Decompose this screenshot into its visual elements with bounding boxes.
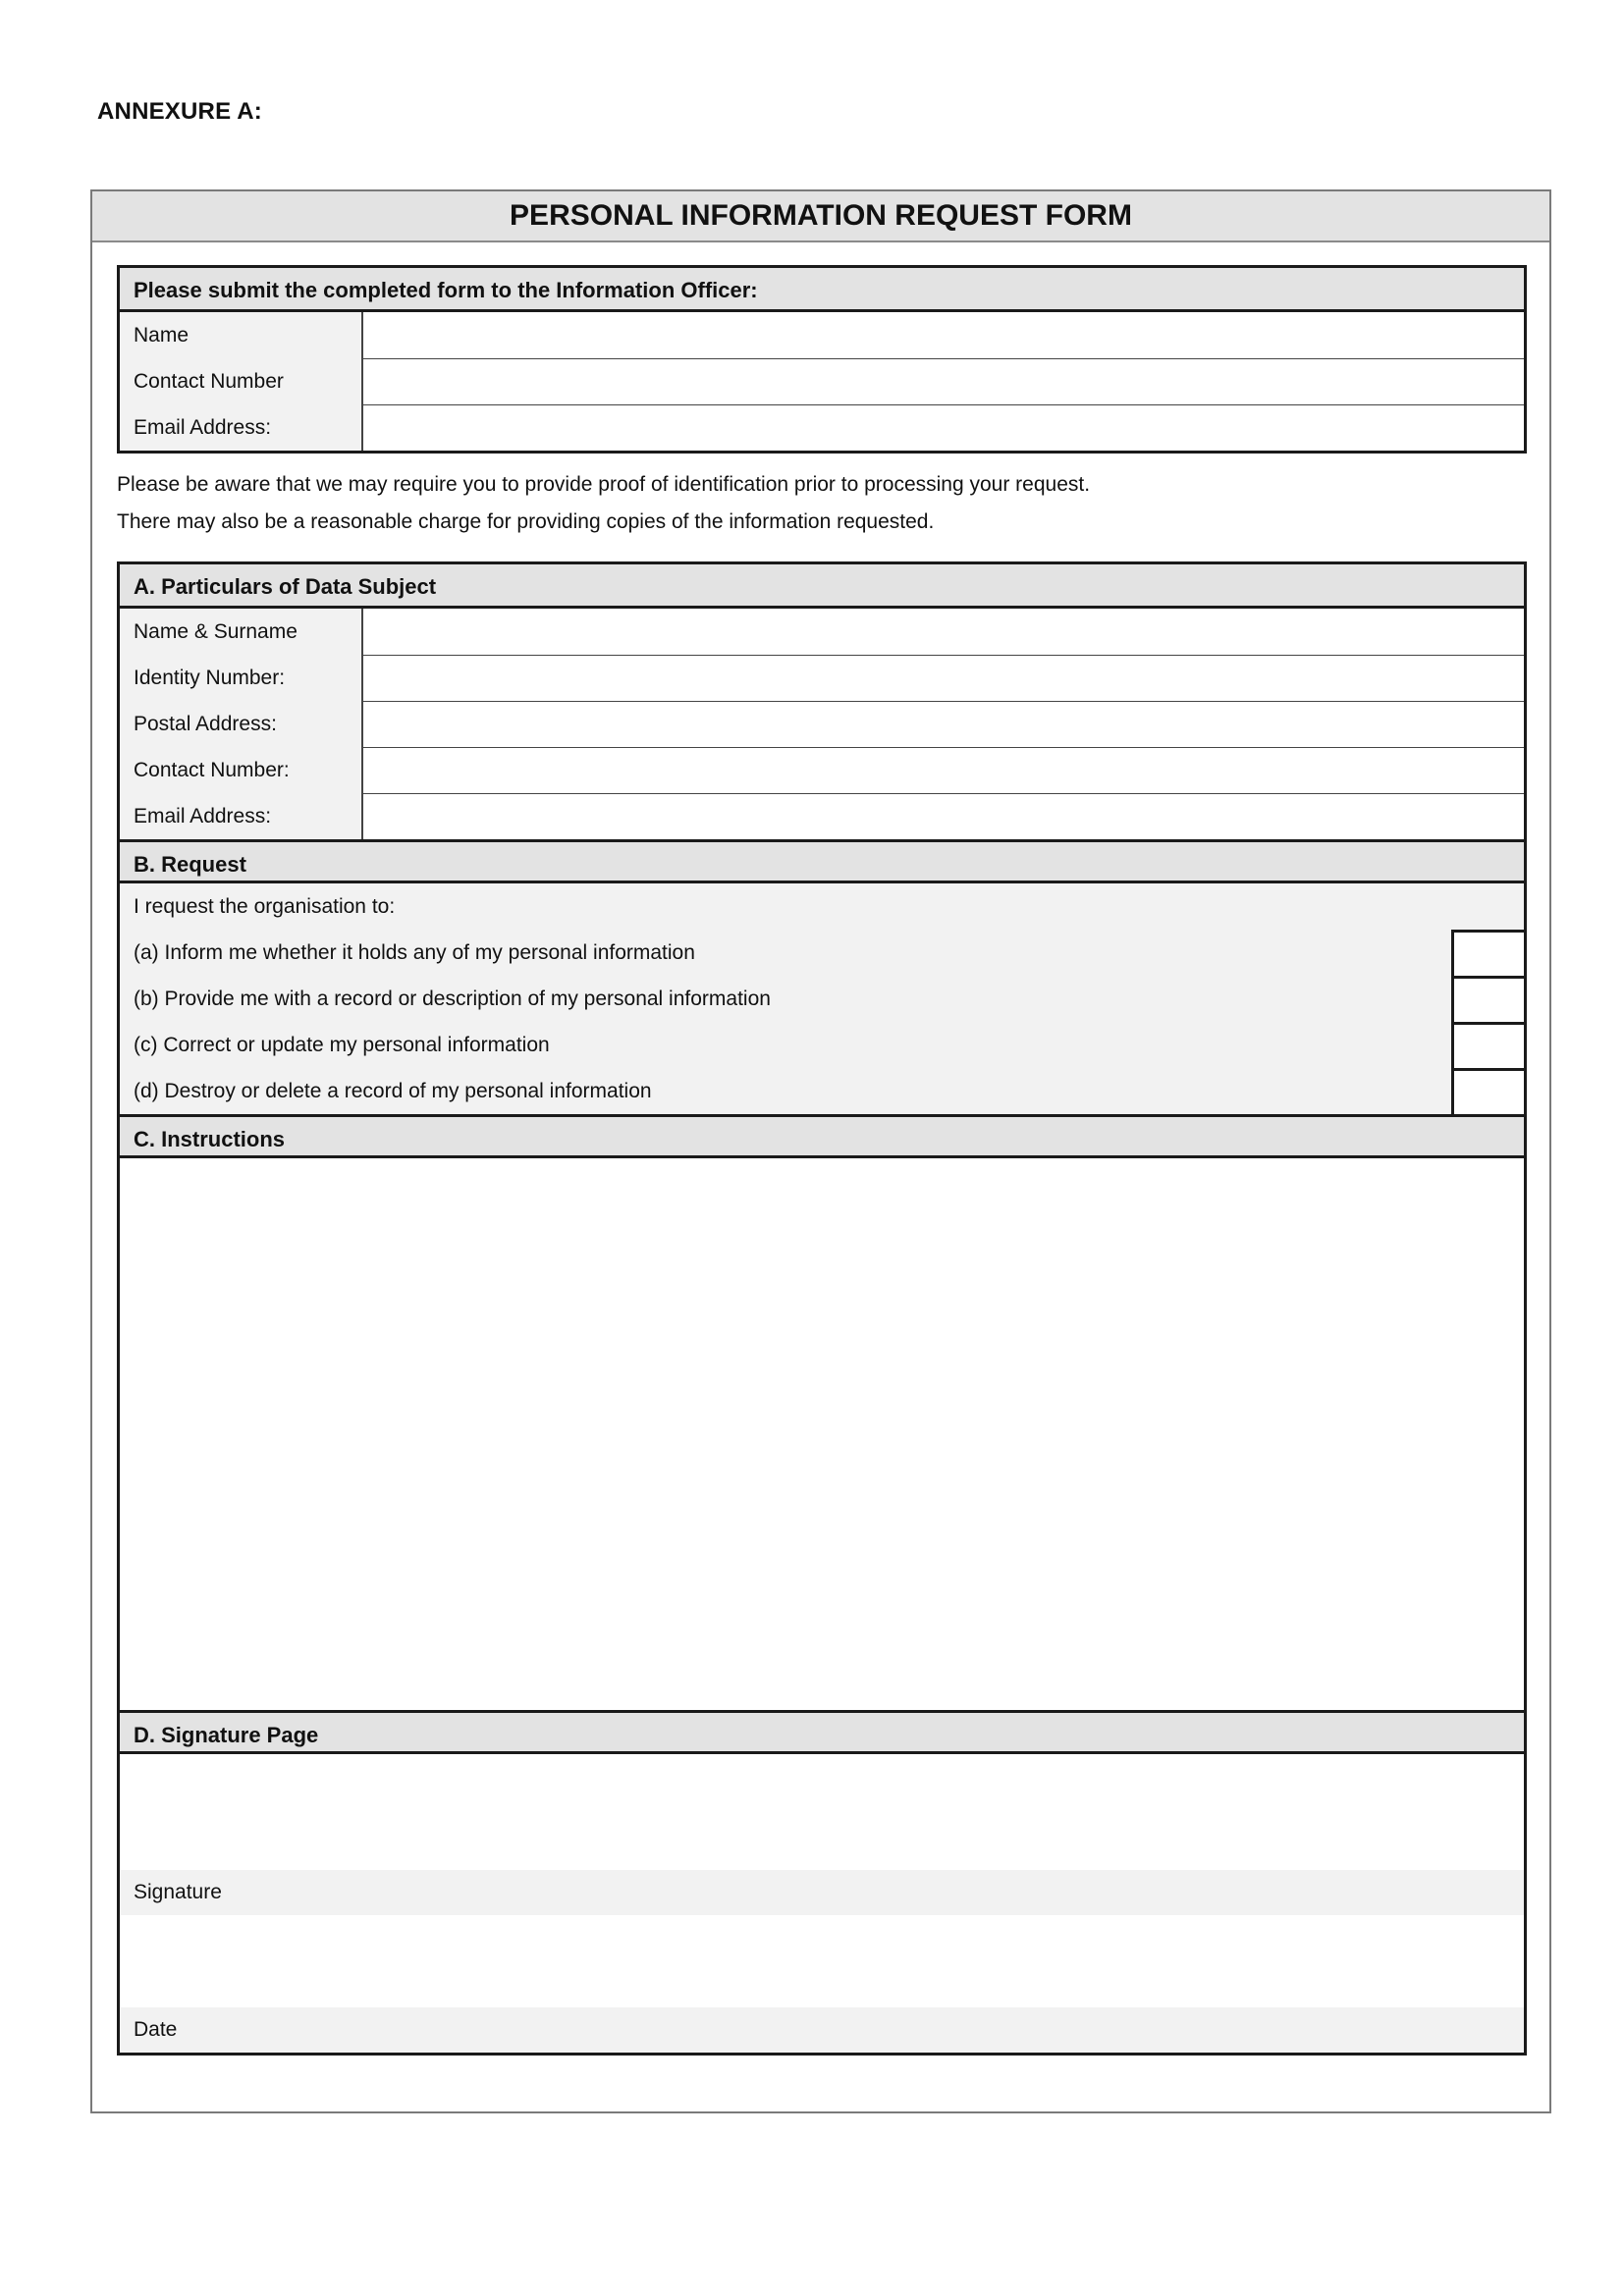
identity-number-label: Identity Number:: [120, 655, 363, 701]
subject-name-label: Name & Surname: [120, 609, 363, 655]
signature-label: Signature: [120, 1870, 1524, 1915]
notice-line-2: There may also be a reasonable charge for providing copies of the information requested.: [117, 510, 935, 533]
subject-name-row: [120, 609, 1524, 655]
subject-email-field[interactable]: [363, 793, 1524, 839]
subject-contact-label: Contact Number:: [120, 747, 363, 793]
officer-contact-label: Contact Number: [120, 358, 363, 404]
officer-email-row: [120, 404, 1524, 451]
request-option-b-checkbox[interactable]: [1451, 976, 1524, 1022]
request-option-a-label: (a) Inform me whether it holds any of my personal information: [134, 941, 695, 964]
identity-number-row: [120, 655, 1524, 701]
request-option-d: [120, 1068, 1524, 1114]
officer-email-field[interactable]: [363, 404, 1524, 451]
officer-contact-row: [120, 358, 1524, 404]
request-option-a: [120, 930, 1524, 976]
signature-field[interactable]: [120, 1754, 1524, 1870]
request-option-b-label: (b) Provide me with a record or description of my personal information: [134, 988, 771, 1010]
subject-contact-row: [120, 747, 1524, 793]
instructions-field[interactable]: [120, 1158, 1524, 1710]
section-b-heading: B. Request: [120, 839, 1524, 883]
subject-name-field[interactable]: [363, 609, 1524, 655]
submit-heading: Please submit the completed form to the Information Officer:: [120, 268, 1524, 312]
request-option-d-checkbox[interactable]: [1451, 1068, 1524, 1114]
request-details-box: [117, 561, 1527, 2056]
section-c-heading: C. Instructions: [120, 1114, 1524, 1158]
officer-name-row: [120, 312, 1524, 358]
notice-line-1: Please be aware that we may require you to provide proof of identification prior to processing your request.: [117, 473, 1091, 496]
request-option-a-checkbox[interactable]: [1451, 930, 1524, 976]
annexure-label: ANNEXURE A:: [97, 98, 262, 125]
request-option-c-checkbox[interactable]: [1451, 1022, 1524, 1068]
request-form: [90, 189, 1551, 2113]
request-option-b: [120, 976, 1524, 1022]
identity-number-field[interactable]: [363, 655, 1524, 701]
officer-contact-field[interactable]: [363, 358, 1524, 404]
postal-address-field[interactable]: [363, 701, 1524, 747]
section-a-heading: A. Particulars of Data Subject: [120, 564, 1524, 609]
notice-text: [117, 466, 1090, 541]
officer-name-field[interactable]: [363, 312, 1524, 358]
subject-contact-field[interactable]: [363, 747, 1524, 793]
subject-email-label: Email Address:: [120, 793, 363, 839]
request-option-c-label: (c) Correct or update my personal information: [134, 1034, 550, 1056]
request-option-c: [120, 1022, 1524, 1068]
section-d-heading: D. Signature Page: [120, 1710, 1524, 1754]
postal-address-label: Postal Address:: [120, 701, 363, 747]
subject-email-row: [120, 793, 1524, 839]
date-label: Date: [120, 2007, 1524, 2053]
date-field[interactable]: [120, 1915, 1524, 2007]
form-title: PERSONAL INFORMATION REQUEST FORM: [92, 191, 1549, 242]
request-option-d-label: (d) Destroy or delete a record of my personal information: [134, 1080, 652, 1102]
officer-email-label: Email Address:: [120, 404, 363, 451]
request-intro: I request the organisation to:: [120, 883, 1524, 930]
officer-name-label: Name: [120, 312, 363, 358]
postal-address-row: [120, 701, 1524, 747]
submit-to-officer-box: [117, 265, 1527, 454]
